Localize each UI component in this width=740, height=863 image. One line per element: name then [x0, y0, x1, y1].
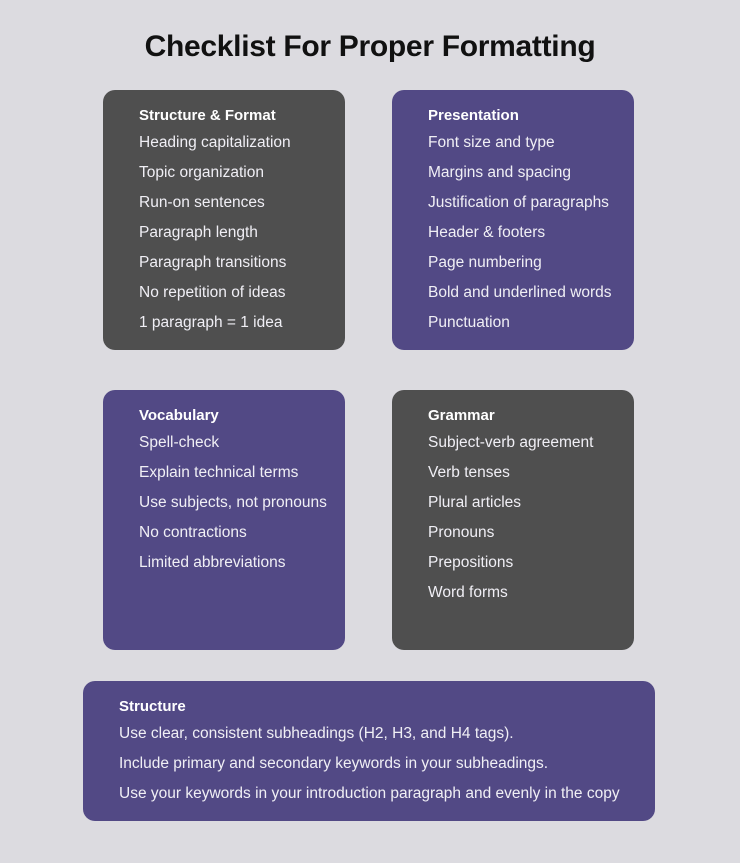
- list-item: Explain technical terms: [139, 464, 299, 481]
- list-item: Paragraph length: [139, 224, 258, 241]
- list-item: Use subjects, not pronouns: [139, 494, 327, 511]
- checklist: [139, 433, 345, 573]
- card-heading: Structure: [119, 698, 186, 715]
- list-item: Bold and underlined words: [428, 284, 612, 301]
- list-item: Paragraph transitions: [139, 254, 287, 271]
- checklist: [428, 433, 634, 603]
- list-item: Topic organization: [139, 164, 264, 181]
- list-item: Page numbering: [428, 254, 542, 271]
- list-item: Font size and type: [428, 134, 555, 151]
- list-item: Punctuation: [428, 314, 510, 331]
- list-item: Margins and spacing: [428, 164, 572, 181]
- checklist: [119, 724, 655, 804]
- checklist: [139, 133, 345, 333]
- list-item: No repetition of ideas: [139, 284, 286, 301]
- presentation-card: [392, 90, 634, 350]
- structure-format-card: [103, 90, 345, 350]
- list-item: Prepositions: [428, 554, 514, 571]
- page-title: Checklist For Proper Formatting: [144, 30, 596, 63]
- list-item: Run-on sentences: [139, 194, 265, 211]
- vocabulary-card: [103, 390, 345, 650]
- grammar-card: [392, 390, 634, 650]
- list-item: Heading capitalization: [139, 134, 291, 151]
- list-item: Include primary and secondary keywords in your subheadings.: [119, 755, 549, 772]
- structure-card: [83, 681, 655, 821]
- list-item: Plural articles: [428, 494, 522, 511]
- list-item: Header & footers: [428, 224, 546, 241]
- list-item: Use your keywords in your introduction paragraph and evenly in the copy: [119, 785, 620, 802]
- list-item: Subject-verb agreement: [428, 434, 594, 451]
- list-item: Limited abbreviations: [139, 554, 286, 571]
- card-heading: Vocabulary: [139, 407, 219, 424]
- list-item: Word forms: [428, 584, 508, 601]
- card-heading: Grammar: [428, 407, 495, 424]
- list-item: Use clear, consistent subheadings (H2, H3, and H4 tags).: [119, 725, 514, 742]
- list-item: Verb tenses: [428, 464, 510, 481]
- card-heading: Structure & Format: [139, 107, 276, 124]
- list-item: Justification of paragraphs: [428, 194, 609, 211]
- list-item: No contractions: [139, 524, 247, 541]
- list-item: Pronouns: [428, 524, 495, 541]
- card-heading: Presentation: [428, 107, 519, 124]
- checklist: [428, 133, 634, 333]
- list-item: 1 paragraph = 1 idea: [139, 314, 283, 331]
- list-item: Spell-check: [139, 434, 220, 451]
